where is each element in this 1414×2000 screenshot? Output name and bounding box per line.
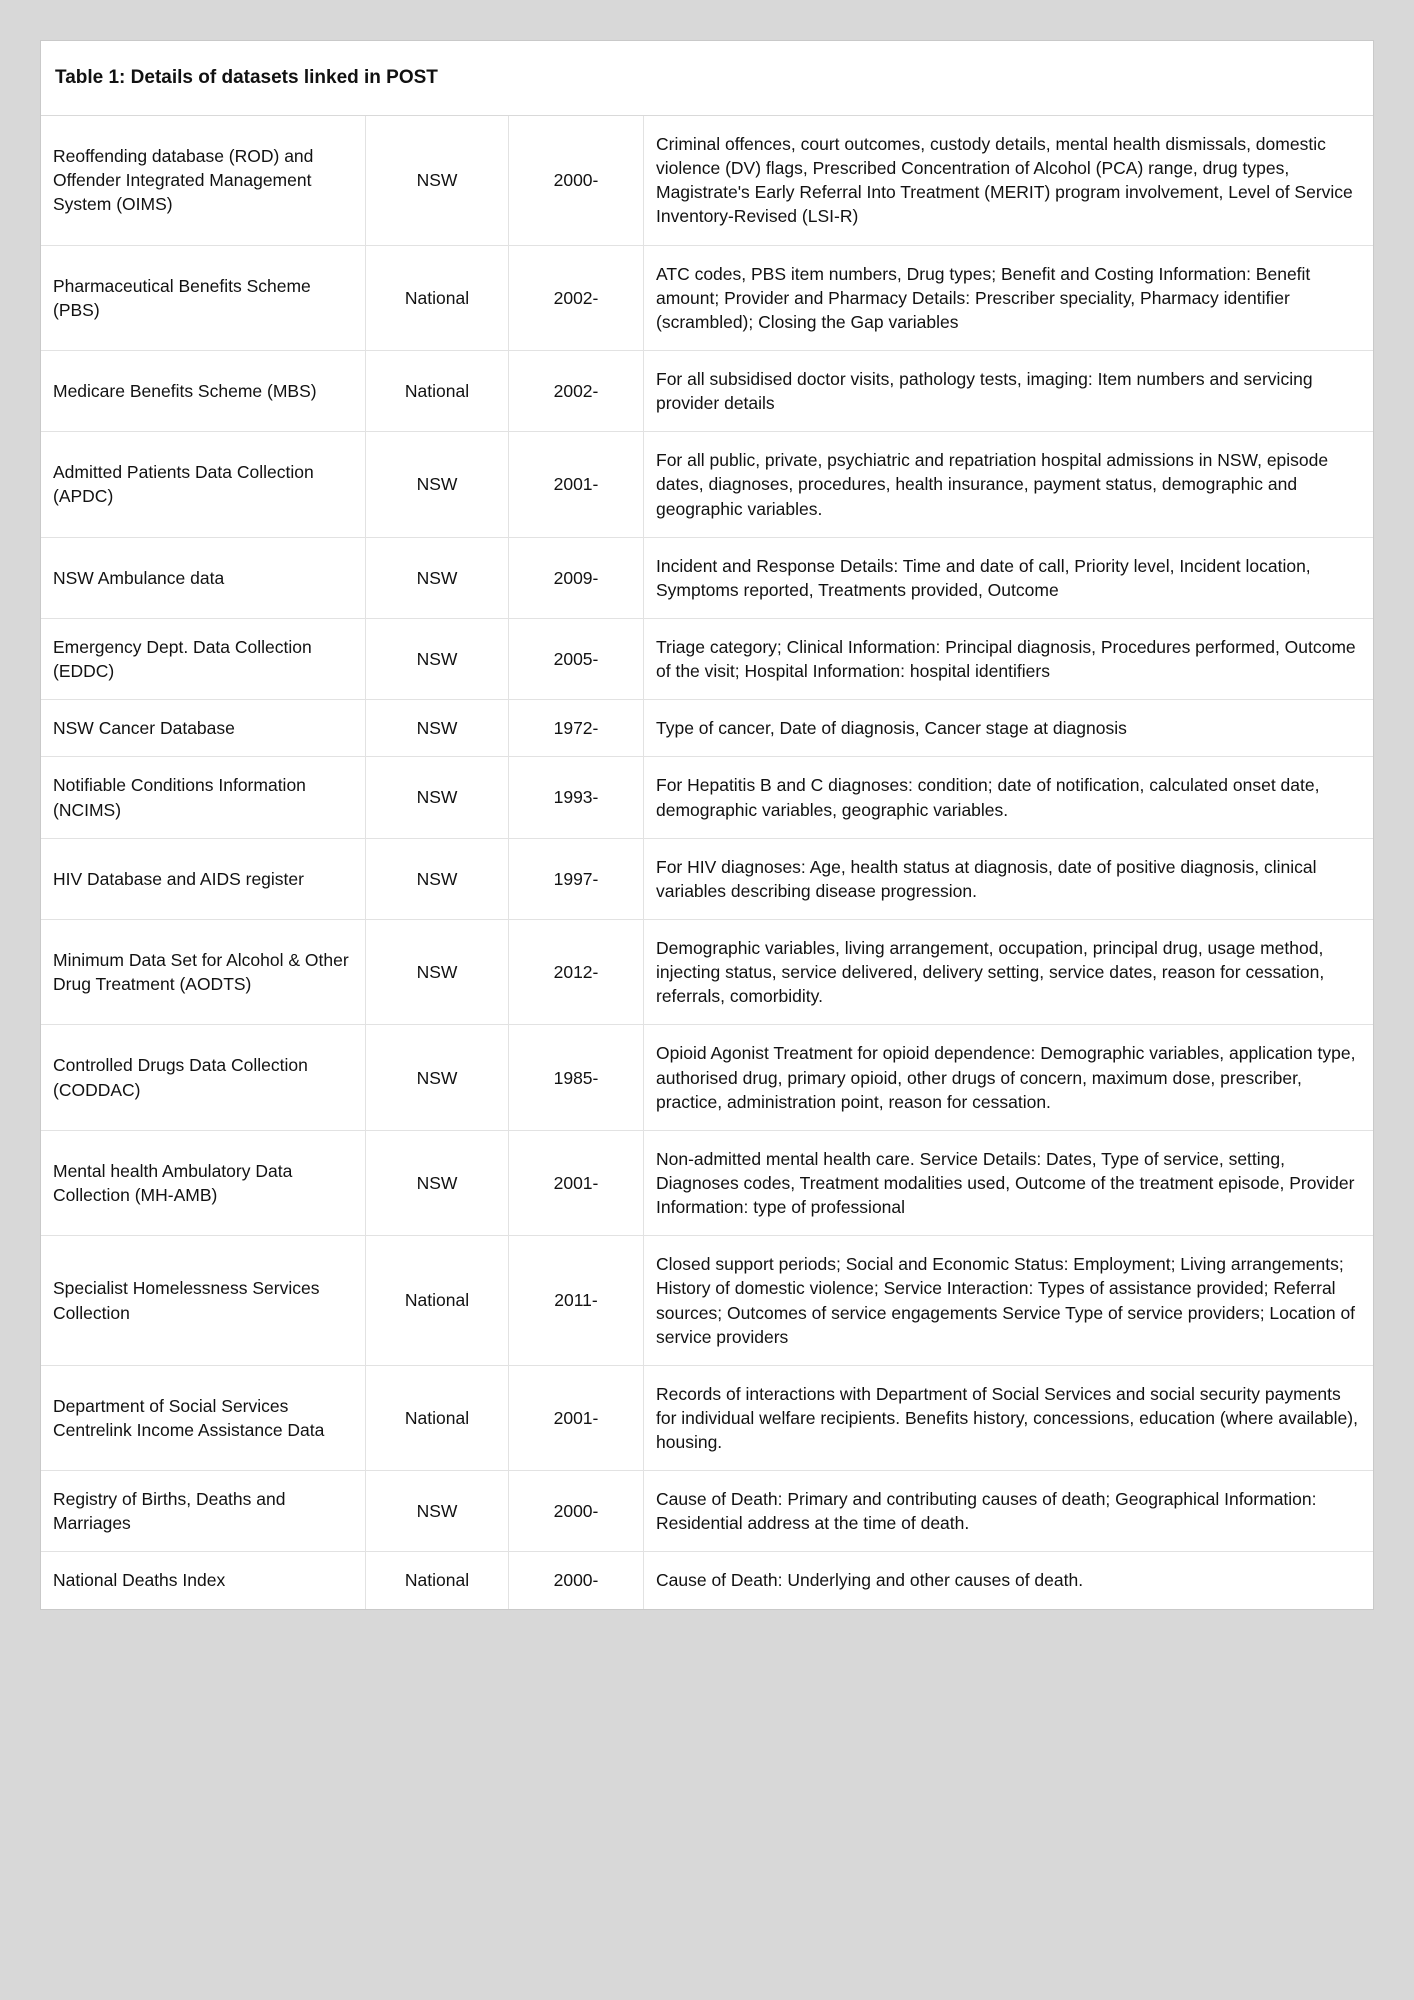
dataset-years: 1972-	[509, 700, 644, 757]
dataset-region: National	[366, 1552, 509, 1609]
dataset-region: National	[366, 1236, 509, 1366]
dataset-name: Department of Social Services Centrelink Income Assistance Data	[41, 1365, 366, 1470]
table-row	[41, 700, 1373, 757]
dataset-name: Admitted Patients Data Collection (APDC)	[41, 432, 366, 537]
dataset-region: NSW	[366, 919, 509, 1024]
dataset-description: For HIV diagnoses: Age, health status at diagnosis, date of positive diagnosis, clinical variables describing disease progression.	[644, 838, 1374, 919]
dataset-region: NSW	[366, 537, 509, 618]
dataset-description: Cause of Death: Primary and contributing causes of death; Geographical Information: Residential address at the time of death.	[644, 1471, 1374, 1552]
dataset-region: NSW	[366, 116, 509, 245]
dataset-years: 1985-	[509, 1025, 644, 1130]
dataset-name: Medicare Benefits Scheme (MBS)	[41, 350, 366, 431]
dataset-name: Mental health Ambulatory Data Collection (MH-AMB)	[41, 1130, 366, 1235]
table-body	[41, 116, 1373, 1609]
dataset-years: 2001-	[509, 432, 644, 537]
dataset-region: NSW	[366, 1025, 509, 1130]
dataset-name: Minimum Data Set for Alcohol & Other Drug Treatment (AODTS)	[41, 919, 366, 1024]
table-row	[41, 838, 1373, 919]
table-row	[41, 537, 1373, 618]
dataset-years: 2009-	[509, 537, 644, 618]
dataset-name: Controlled Drugs Data Collection (CODDAC)	[41, 1025, 366, 1130]
table-row	[41, 1236, 1373, 1366]
dataset-region: National	[366, 1365, 509, 1470]
dataset-years: 2001-	[509, 1130, 644, 1235]
dataset-name: Reoffending database (ROD) and Offender Integrated Management System (OIMS)	[41, 116, 366, 245]
dataset-name: National Deaths Index	[41, 1552, 366, 1609]
table-row	[41, 618, 1373, 699]
table-row	[41, 432, 1373, 537]
dataset-region: NSW	[366, 838, 509, 919]
dataset-region: NSW	[366, 432, 509, 537]
dataset-name: Specialist Homelessness Services Collection	[41, 1236, 366, 1366]
table-row	[41, 1552, 1373, 1609]
dataset-years: 2002-	[509, 245, 644, 350]
dataset-name: Pharmaceutical Benefits Scheme (PBS)	[41, 245, 366, 350]
dataset-name: Registry of Births, Deaths and Marriages	[41, 1471, 366, 1552]
dataset-name: NSW Ambulance data	[41, 537, 366, 618]
dataset-description: Incident and Response Details: Time and date of call, Priority level, Incident location, Symptoms reported, Treatments provided, Outcome	[644, 537, 1374, 618]
table-row	[41, 116, 1373, 245]
dataset-name: Emergency Dept. Data Collection (EDDC)	[41, 618, 366, 699]
dataset-name: HIV Database and AIDS register	[41, 838, 366, 919]
dataset-years: 1993-	[509, 757, 644, 838]
dataset-years: 2005-	[509, 618, 644, 699]
table-row	[41, 1365, 1373, 1470]
table-row	[41, 919, 1373, 1024]
dataset-description: For all public, private, psychiatric and repatriation hospital admissions in NSW, episode dates, diagnoses, procedures, health insurance, payment status, demographic and geographic variables.	[644, 432, 1374, 537]
table-row	[41, 350, 1373, 431]
dataset-description: Opioid Agonist Treatment for opioid dependence: Demographic variables, application type, authorised drug, primary opioid, other drugs of concern, maximum dose, prescriber, practice, administration point, reason for cessation.	[644, 1025, 1374, 1130]
dataset-description: Cause of Death: Underlying and other causes of death.	[644, 1552, 1374, 1609]
dataset-region: National	[366, 350, 509, 431]
dataset-description: Criminal offences, court outcomes, custody details, mental health dismissals, domestic violence (DV) flags, Prescribed Concentration of Alcohol (PCA) range, drug types, Magistrate's Early Referral Into Treatment (MERIT) program involvement, Level of Service Inventory-Revised (LSI-R)	[644, 116, 1374, 245]
table-row	[41, 1471, 1373, 1552]
dataset-region: NSW	[366, 700, 509, 757]
datasets-table	[41, 116, 1373, 1609]
table-row	[41, 1025, 1373, 1130]
dataset-region: NSW	[366, 1130, 509, 1235]
dataset-description: Triage category; Clinical Information: Principal diagnosis, Procedures performed, Outcome of the visit; Hospital Information: hospital identifiers	[644, 618, 1374, 699]
dataset-description: For Hepatitis B and C diagnoses: condition; date of notification, calculated onset date, demographic variables, geographic variables.	[644, 757, 1374, 838]
dataset-years: 2011-	[509, 1236, 644, 1366]
dataset-region: NSW	[366, 757, 509, 838]
dataset-name: Notifiable Conditions Information (NCIMS)	[41, 757, 366, 838]
dataset-years: 2000-	[509, 116, 644, 245]
dataset-name: NSW Cancer Database	[41, 700, 366, 757]
dataset-years: 2001-	[509, 1365, 644, 1470]
dataset-years: 2002-	[509, 350, 644, 431]
dataset-description: For all subsidised doctor visits, pathology tests, imaging: Item numbers and servicing provider details	[644, 350, 1374, 431]
table-card	[40, 40, 1374, 1610]
dataset-region: NSW	[366, 618, 509, 699]
dataset-years: 1997-	[509, 838, 644, 919]
dataset-description: Demographic variables, living arrangement, occupation, principal drug, usage method, injecting status, service delivered, delivery setting, service dates, reason for cessation, referrals, comorbidity.	[644, 919, 1374, 1024]
dataset-years: 2000-	[509, 1471, 644, 1552]
table-caption: Table 1: Details of datasets linked in POST	[41, 41, 1373, 116]
dataset-description: Non-admitted mental health care. Service Details: Dates, Type of service, setting, Diagnoses codes, Treatment modalities used, Outcome of the treatment episode, Provider Information: type of professional	[644, 1130, 1374, 1235]
dataset-description: Records of interactions with Department of Social Services and social security payments for individual welfare recipients. Benefits history, concessions, education (where available), housing.	[644, 1365, 1374, 1470]
dataset-region: National	[366, 245, 509, 350]
table-row	[41, 245, 1373, 350]
dataset-description: Closed support periods; Social and Economic Status: Employment; Living arrangements; History of domestic violence; Service Interaction: Types of assistance provided; Referral sources; Outcomes of service engagements Service Type of service providers; Location of service providers	[644, 1236, 1374, 1366]
dataset-years: 2000-	[509, 1552, 644, 1609]
dataset-description: Type of cancer, Date of diagnosis, Cancer stage at diagnosis	[644, 700, 1374, 757]
dataset-description: ATC codes, PBS item numbers, Drug types; Benefit and Costing Information: Benefit amount; Provider and Pharmacy Details: Prescriber speciality, Pharmacy identifier (scrambled); Closing the Gap variables	[644, 245, 1374, 350]
dataset-years: 2012-	[509, 919, 644, 1024]
table-row	[41, 757, 1373, 838]
dataset-region: NSW	[366, 1471, 509, 1552]
table-row	[41, 1130, 1373, 1235]
